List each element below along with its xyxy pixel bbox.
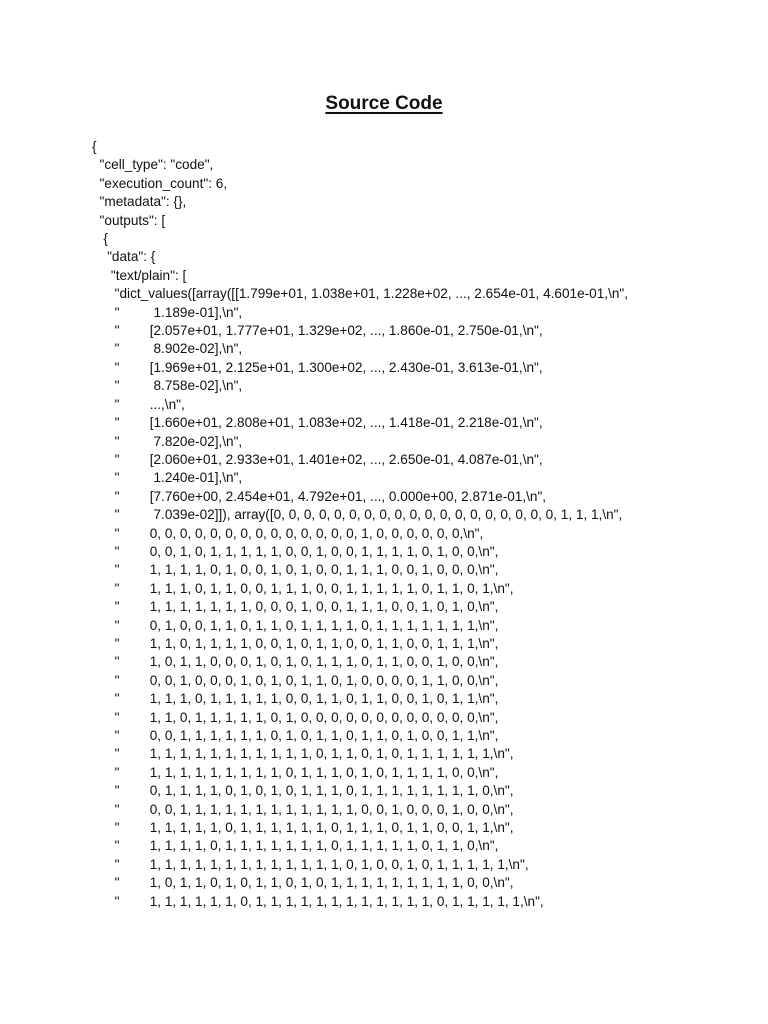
page-title [0, 92, 768, 116]
code-line: " 1, 1, 1, 0, 1, 1, 1, 1, 1, 0, 0, 1, 1, 0, 1, 1, 0, 0, 1, 0, 1, 1,\n", [92, 691, 499, 707]
code-line: " ...,\n", [92, 396, 185, 412]
code-line: " 1.189e-01],\n", [92, 304, 243, 320]
code-line: "metadata": {}, [92, 194, 187, 210]
code-line: " 1, 1, 1, 1, 0, 1, 0, 0, 1, 0, 1, 0, 0, 1, 1, 1, 0, 0, 1, 0, 0, 0,\n", [92, 562, 499, 578]
code-line: " 1, 1, 1, 1, 1, 1, 1, 1, 1, 1, 1, 1, 1, 0, 1, 0, 0, 1, 0, 1, 1, 1, 1, 1,\n", [92, 856, 529, 872]
code-line: " [1.660e+01, 2.808e+01, 1.083e+02, ..., 1.418e-01, 2.218e-01,\n", [92, 415, 543, 431]
code-line: " 1, 1, 1, 1, 1, 1, 1, 0, 0, 0, 1, 0, 0, 1, 1, 1, 0, 0, 1, 0, 1, 0,\n", [92, 599, 499, 615]
code-line: "dict_values([array([[1.799e+01, 1.038e+01, 1.228e+02, ..., 2.654e-01, 4.601e-01,\n", [92, 286, 629, 302]
code-line: " 1.240e-01],\n", [92, 470, 243, 486]
code-line: " 0, 0, 1, 1, 1, 1, 1, 1, 0, 1, 0, 1, 1, 0, 1, 1, 0, 1, 0, 0, 1, 1,\n", [92, 728, 499, 743]
code-line: " 8.902e-02],\n", [92, 341, 243, 357]
code-line: " 0, 0, 1, 0, 1, 1, 1, 1, 1, 0, 0, 1, 0, 0, 1, 1, 1, 1, 0, 1, 0, 0,\n", [92, 543, 499, 559]
code-line: " 1, 1, 1, 1, 1, 1, 1, 1, 1, 1, 1, 0, 1, 1, 0, 1, 0, 1, 1, 1, 1, 1, 1,\n", [92, 746, 514, 762]
code-line: "text/plain": [ [92, 267, 187, 283]
code-line: "cell_type": "code", [92, 157, 214, 173]
code-line: " 1, 1, 1, 0, 1, 1, 0, 0, 1, 1, 1, 0, 0, 1, 1, 1, 1, 1, 0, 1, 1, 0, 1,\n", [92, 580, 514, 596]
code-line: " 8.758e-02],\n", [92, 378, 243, 394]
code-line: " 7.039e-02]]), array([0, 0, 0, 0, 0, 0, 0, 0, 0, 0, 0, 0, 0, 0, 0, 0, 0, 0, 0, 1, 1, 1,\n", [92, 507, 623, 523]
code-line: " 1, 1, 0, 1, 1, 1, 1, 0, 0, 1, 0, 1, 1, 0, 0, 1, 1, 0, 0, 1, 1, 1,\n", [92, 635, 499, 651]
code-line: " 1, 1, 1, 1, 0, 1, 1, 1, 1, 1, 1, 1, 0, 1, 1, 1, 1, 1, 0, 1, 1, 0,\n", [92, 838, 499, 854]
code-line: " [1.969e+01, 2.125e+01, 1.300e+02, ..., 2.430e-01, 3.613e-01,\n", [92, 359, 543, 375]
code-line: " 0, 1, 0, 0, 1, 1, 0, 1, 1, 0, 1, 1, 1, 1, 0, 1, 1, 1, 1, 1, 1, 1,\n", [92, 617, 499, 633]
code-line: " 1, 0, 1, 1, 0, 0, 0, 1, 0, 1, 0, 1, 1, 1, 0, 1, 1, 0, 0, 1, 0, 0,\n", [92, 654, 499, 670]
code-line: " 0, 0, 0, 0, 0, 0, 0, 0, 0, 0, 0, 0, 0, 0, 1, 0, 0, 0, 0, 0, 0,\n", [92, 525, 484, 541]
code-line: "data": { [92, 249, 156, 265]
code-line: " 1, 1, 0, 1, 1, 1, 1, 1, 0, 1, 0, 0, 0, 0, 0, 0, 0, 0, 0, 0, 0, 0,\n", [92, 709, 499, 725]
page-title-text: Source Code [325, 93, 443, 114]
code-line: " 1, 0, 1, 1, 0, 1, 0, 1, 1, 0, 1, 0, 1, 1, 1, 1, 1, 1, 1, 1, 1, 0, 0,\n", [92, 875, 514, 891]
code-line: " [2.057e+01, 1.777e+01, 1.329e+02, ..., 1.860e-01, 2.750e-01,\n", [92, 323, 543, 339]
code-line: " 1, 1, 1, 1, 1, 1, 0, 1, 1, 1, 1, 1, 1, 1, 1, 1, 1, 1, 1, 0, 1, 1, 1, 1, 1,\n", [92, 893, 544, 909]
code-line: { [92, 139, 97, 154]
code-line: " 1, 1, 1, 1, 1, 1, 1, 1, 1, 0, 1, 1, 1, 0, 1, 0, 1, 1, 1, 1, 0, 0,\n", [92, 764, 499, 780]
code-line: " 7.820e-02],\n", [92, 433, 243, 449]
code-line: "execution_count": 6, [92, 175, 228, 191]
code-line: "outputs": [ [92, 212, 166, 228]
code-line: { [92, 231, 108, 247]
code-line: " 0, 0, 1, 0, 0, 0, 1, 0, 1, 0, 1, 1, 0, 1, 0, 0, 0, 0, 1, 1, 0, 0,\n", [92, 672, 499, 688]
code-line: " [7.760e+00, 2.454e+01, 4.792e+01, ..., 0.000e+00, 2.871e-01,\n", [92, 488, 547, 504]
code-line: " 0, 0, 1, 1, 1, 1, 1, 1, 1, 1, 1, 1, 1, 1, 0, 0, 1, 0, 0, 0, 1, 0, 0,\n", [92, 801, 514, 817]
code-line: " 0, 1, 1, 1, 1, 0, 1, 0, 1, 0, 1, 1, 1, 0, 1, 1, 1, 1, 1, 1, 1, 1, 0,\n", [92, 783, 514, 799]
code-line: " 1, 1, 1, 1, 1, 0, 1, 1, 1, 1, 1, 1, 0, 1, 1, 1, 0, 1, 1, 0, 0, 1, 1,\n", [92, 820, 514, 836]
source-code-block [92, 138, 752, 911]
code-line: " [2.060e+01, 2.933e+01, 1.401e+02, ..., 2.650e-01, 4.087e-01,\n", [92, 451, 543, 467]
